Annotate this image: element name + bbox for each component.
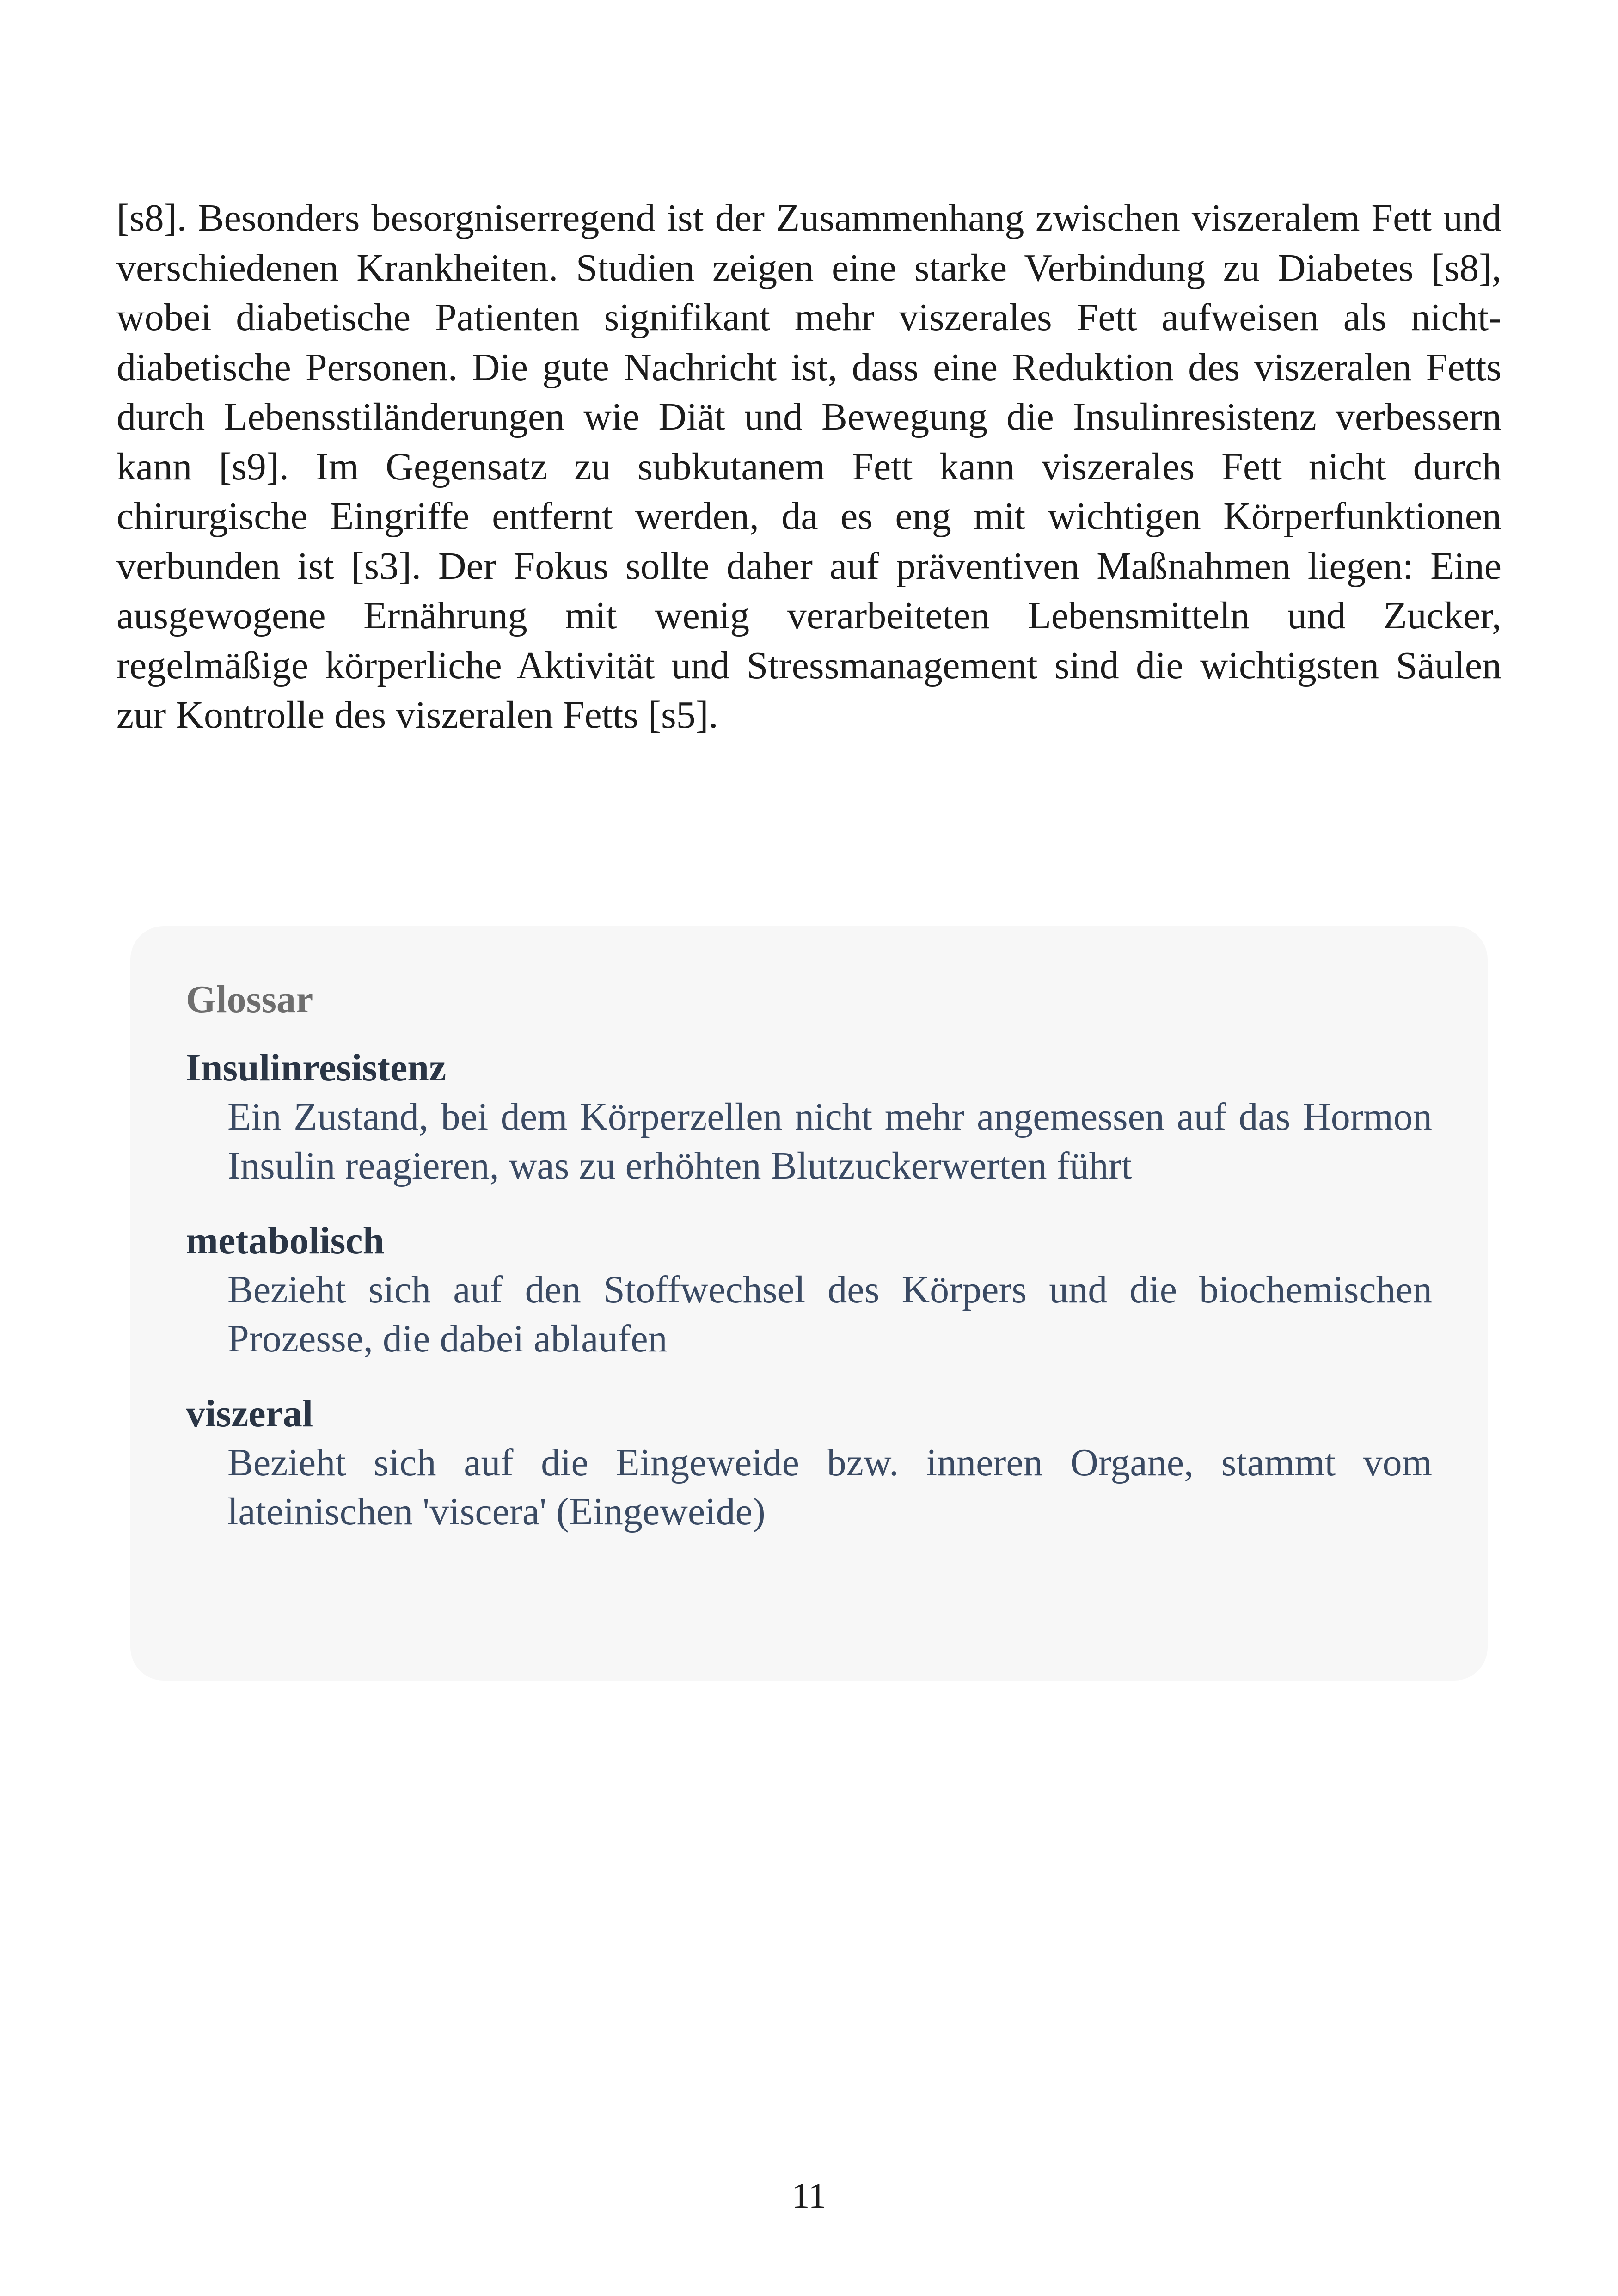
glossary-term: Insulinresistenz <box>186 1046 447 1089</box>
body-paragraph: [s8]. Besonders besorgniserregend ist der Zusammenhang zwischen viszeralem Fett und verschiedenen Krankheiten. Studien zeigen eine starke Verbindung zu Diabetes [s8], wobei diabetische Patienten signifikant mehr viszerales Fett aufweisen als nicht-diabetische Personen. Die gute Nachricht ist, dass eine Reduktion des viszeralen Fetts durch Lebensstiländerungen wie Diät und Bewegung die Insulinresistenz verbessern kann [s9]. Im Gegensatz zu subkutanem Fett kann viszerales Fett nicht durch chirurgische Eingriffe entfernt werden, da es eng mit wichtigen Körperfunktionen verbunden ist [s3]. Der Fokus sollte daher auf präventiven Maßnahmen liegen: Eine ausgewogene Ernährung mit wenig verarbeiteten Lebensmitteln und Zucker, regelmäßige körperliche Aktivität und Stressmanagement sind die wichtigsten Säulen zur Kontrolle des viszeralen Fetts [s5]. <box>116 196 1502 737</box>
glossary-list <box>186 1044 1432 1536</box>
glossary-entry <box>186 1044 1432 1191</box>
glossary-definition: Bezieht sich auf den Stoffwechsel des Körpers und die biochemischen Prozesse, die dabei ablaufen <box>227 1268 1432 1360</box>
glossary-definition: Ein Zustand, bei dem Körperzellen nicht mehr angemessen auf das Hormon Insulin reagieren, was zu erhöhten Blutzuckerwerten führt <box>227 1095 1432 1187</box>
glossary-box <box>130 926 1488 1681</box>
glossary-definition: Bezieht sich auf die Eingeweide bzw. inneren Organe, stammt vom lateinischen 'viscera' (Eingeweide) <box>227 1441 1432 1533</box>
glossary-title: Glossar <box>186 978 313 1021</box>
glossary-entry <box>186 1389 1432 1536</box>
glossary-entry <box>186 1216 1432 1363</box>
page-number: 11 <box>791 2175 827 2216</box>
glossary-term: metabolisch <box>186 1219 385 1262</box>
glossary-term: viszeral <box>186 1392 313 1435</box>
